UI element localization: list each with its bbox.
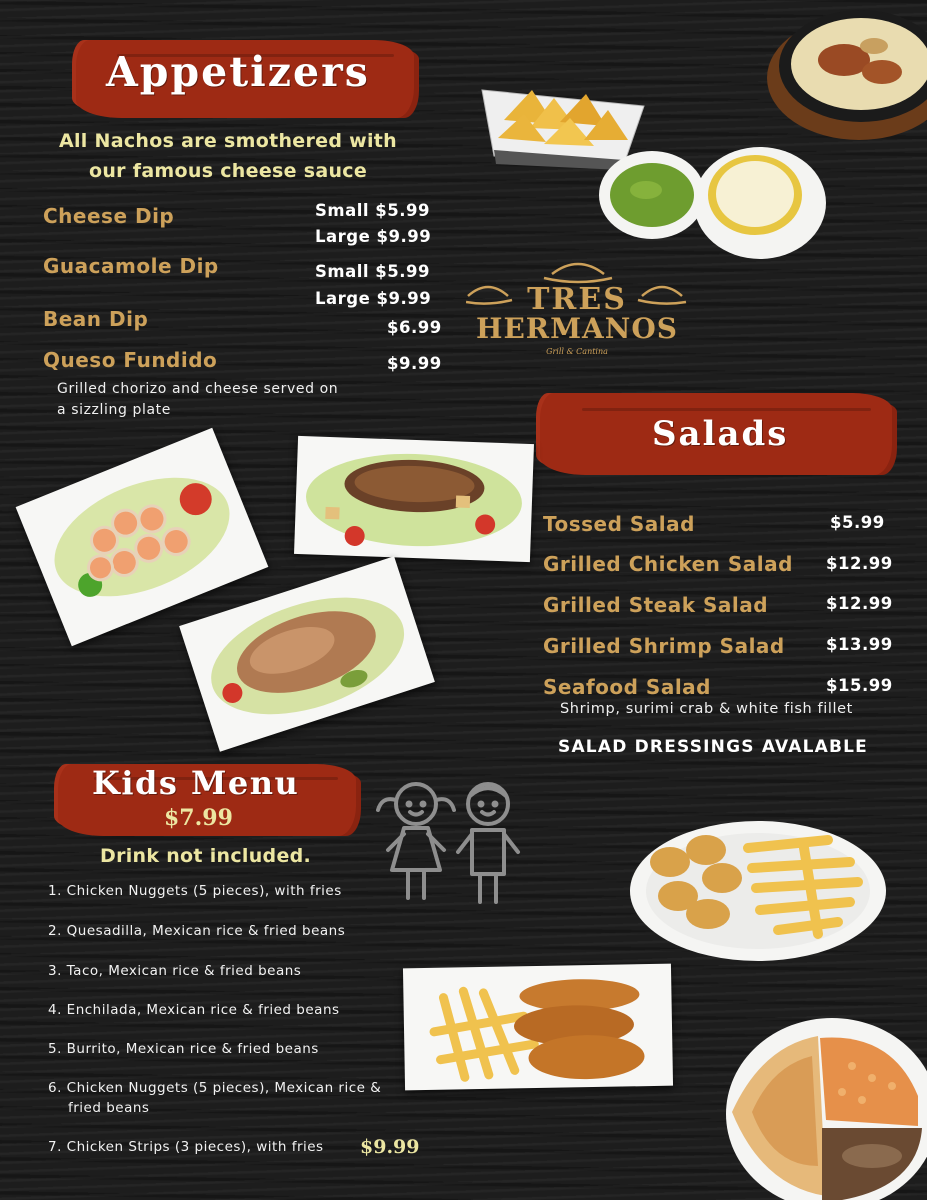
kids-icon [370, 774, 530, 910]
cheese-dip-price-small: Small $5.99 [315, 201, 430, 220]
logo-tagline: Grill & Cantina [546, 347, 608, 356]
kids-item-2: 2. Quesadilla, Mexican rice & fried beans [48, 923, 346, 939]
kids-item-4: 4. Enchilada, Mexican rice & fried beans [48, 1002, 340, 1018]
kids-item-5: 5. Burrito, Mexican rice & fried beans [48, 1041, 319, 1057]
cheese-dip-price-large: Large $9.99 [315, 227, 432, 246]
nachos-intro-line2: our famous cheese sauce [88, 160, 368, 182]
salads-title: Salads [652, 414, 789, 454]
bean-dip-price: $6.99 [387, 318, 442, 337]
grilled-chicken-salad-image [294, 436, 534, 562]
kids-item-7: 7. Chicken Strips (3 pieces), with fries [48, 1139, 324, 1155]
seafood-salad-price: $15.99 [826, 676, 893, 695]
kids-menu-price: $7.99 [164, 805, 233, 831]
bean-dip-name: Bean Dip [43, 307, 149, 331]
kids-item-6: 6. Chicken Nuggets (5 pieces), Mexican rice & [48, 1080, 382, 1096]
kids-drink-note: Drink not included. [100, 845, 312, 867]
tossed-salad-price: $5.99 [830, 513, 885, 532]
salad-dressings-note: SALAD DRESSINGS AVALABLE [558, 737, 868, 757]
logo-line1: TRES [527, 282, 627, 317]
guacamole-dip-price-small: Small $5.99 [315, 262, 430, 281]
grilled-shrimp-salad-price: $13.99 [826, 635, 893, 654]
queso-fundido-desc-line2: a sizzling plate [57, 402, 171, 418]
nuggets-fries-image [628, 818, 888, 964]
tres-hermanos-logo [466, 256, 688, 360]
quesadilla-rice-beans-image [722, 1016, 927, 1200]
guacamole-dip-name: Guacamole Dip [43, 254, 219, 278]
nachos-intro-line1: All Nachos are smothered with [58, 130, 398, 152]
queso-fundido-desc-line1: Grilled chorizo and cheese served on [57, 381, 339, 397]
kids-menu-title: Kids Menu [92, 764, 300, 802]
kids-item-6-continued: fried beans [68, 1100, 150, 1116]
cheese-dip-cup-image [693, 145, 827, 260]
kids-item-3: 3. Taco, Mexican rice & fried beans [48, 963, 302, 979]
seafood-salad-desc: Shrimp, surimi crab & white fish fillet [560, 701, 853, 717]
chicken-strips-fries-image [403, 964, 673, 1091]
grilled-steak-salad-price: $12.99 [826, 594, 893, 613]
queso-fundido-image [764, 0, 927, 142]
logo-line2: HERMANOS [476, 312, 678, 345]
queso-fundido-name: Queso Fundido [43, 348, 218, 372]
kids-item-1: 1. Chicken Nuggets (5 pieces), with fries [48, 883, 342, 899]
grilled-chicken-salad-price: $12.99 [826, 554, 893, 573]
tossed-salad-name: Tossed Salad [543, 512, 695, 536]
seafood-salad-name: Seafood Salad [543, 675, 711, 699]
queso-fundido-price: $9.99 [387, 354, 442, 373]
appetizers-title: Appetizers [106, 48, 370, 96]
grilled-steak-salad-name: Grilled Steak Salad [543, 593, 769, 617]
cheese-dip-name: Cheese Dip [43, 204, 175, 228]
grilled-shrimp-salad-name: Grilled Shrimp Salad [543, 634, 785, 658]
guacamole-cup-image [598, 150, 706, 240]
grilled-chicken-salad-name: Grilled Chicken Salad [543, 552, 793, 576]
guacamole-dip-price-large: Large $9.99 [315, 289, 432, 308]
kids-item-7-price: $9.99 [360, 1136, 420, 1158]
